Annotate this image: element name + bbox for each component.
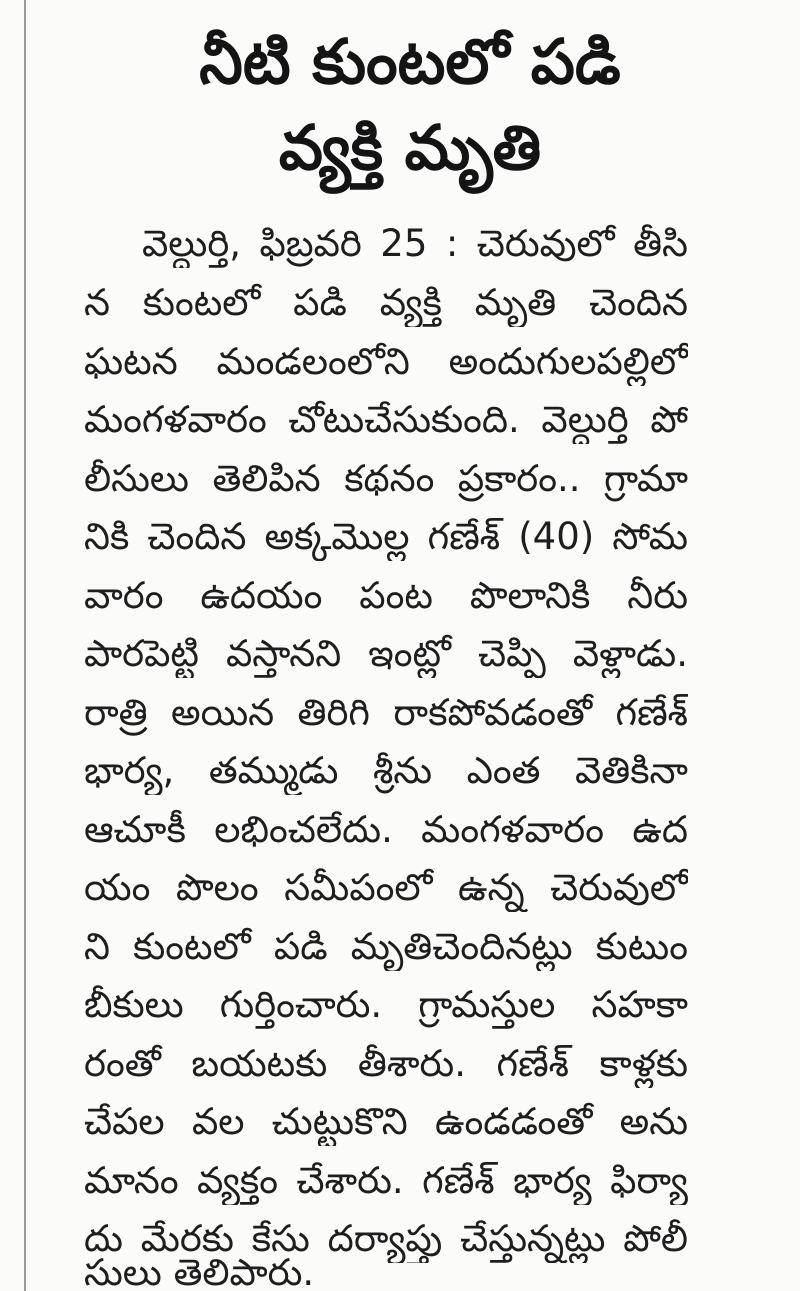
body-line: రంతో బయటకు తీశారు. గణేశ్ కాళ్లకు [84,1042,688,1085]
column-divider [24,0,26,1291]
headline-line-1: నీటి కుంటలో పడి [199,25,621,98]
body-line: రాత్రి అయిన తిరిగి రాకపోవడంతో గణేశ్ [84,691,688,734]
body-line: మానం వ్యక్తం చేశారు. గణేశ్ భార్య ఫిర్యా [84,1159,688,1202]
body-line: పారపెట్టి వస్తానని ఇంట్లో చెప్పి వెళ్లాడు. [84,632,688,675]
body-line: యం పొలం సమీపంలో ఉన్న చెరువులో [84,866,688,909]
headline-line-2: వ్యక్తి మృతి [278,111,542,184]
body-line: న కుంటలో పడి వ్యక్తి మృతి చెందిన [84,281,688,324]
body-line: వెల్దుర్తి, ఫిబ్రవరి 25 : చెరువులో తీసి [142,222,688,265]
body-line: ని కుంటలో పడి మృతిచెందినట్లు కుటుం [84,925,688,968]
body-line: నికి చెందిన అక్కమొల్ల గణేశ్ (40) సోమ [84,515,688,558]
body-line-cut: సులు తెలిపారు. [84,1251,315,1291]
body-line: మంగళవారం చోటుచేసుకుంది. వెల్దుర్తి పో [84,398,688,441]
body-line: భార్య, తమ్ముడు శ్రీను ఎంత వెతికినా [84,749,688,792]
body-line: లీసులు తెలిపిన కథనం ప్రకారం.. గ్రామా [84,457,688,500]
body-line: బీకులు గుర్తించారు. గ్రామస్తుల సహకా [84,983,688,1026]
body-line: వారం ఉదయం పంట పొలానికి నీరు [84,574,688,617]
body-line: చేపల వల చుట్టుకొని ఉండడంతో అను [84,1100,688,1143]
body-line: దు మేరకు కేసు దర్యాప్తు చేస్తున్నట్లు పోలీ [84,1217,688,1260]
body-line: ఆచూకీ లభించలేదు. మంగళవారం ఉద [84,808,688,851]
body-line: ఘటన మండలంలోని అందుగులపల్లిలో [84,340,688,383]
